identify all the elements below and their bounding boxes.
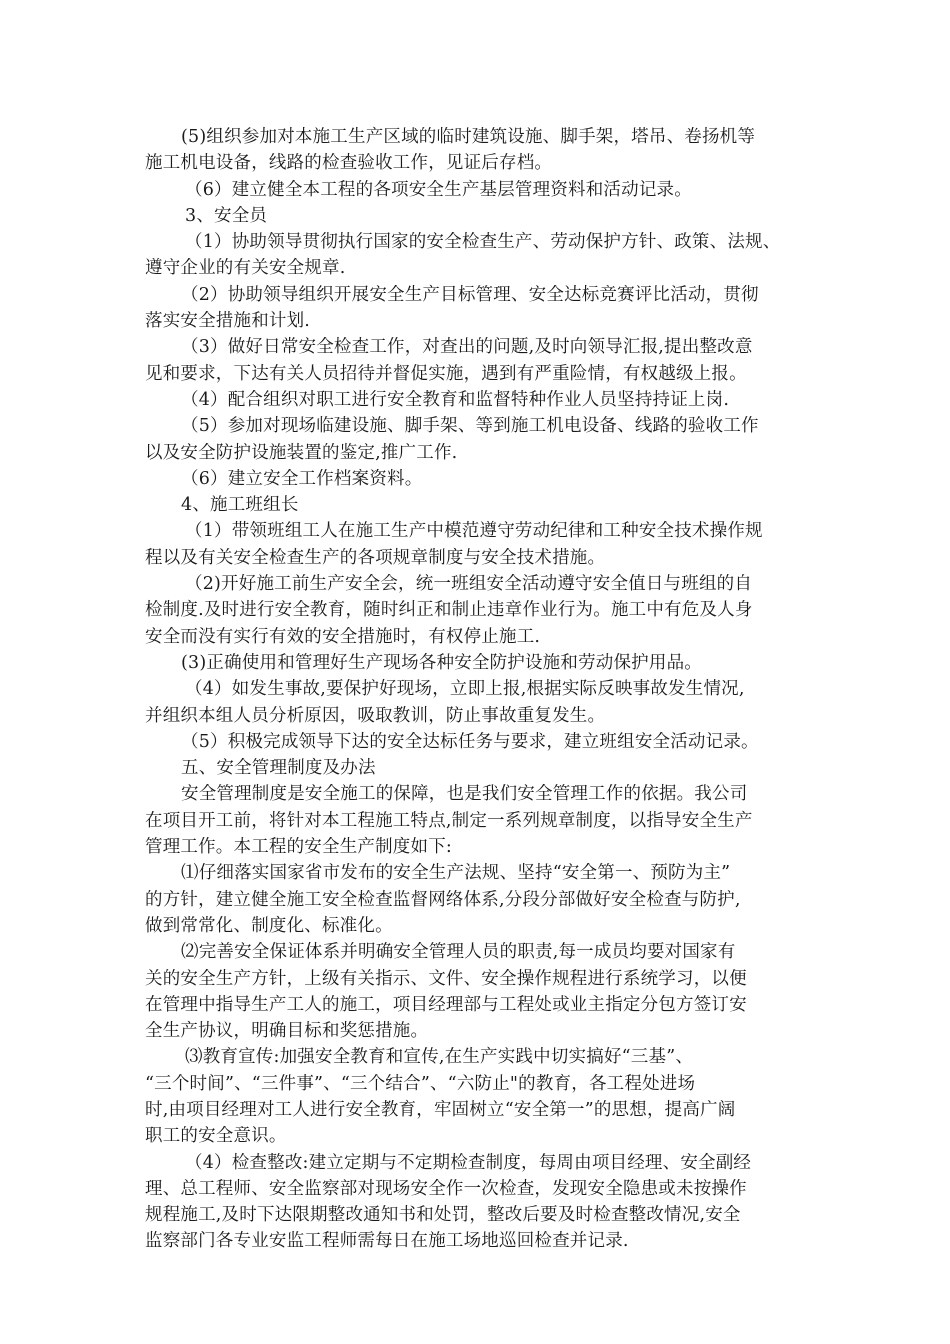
- text-line: （2)开好施工前生产安全会，统一班组安全活动遵守安全值日与班组的自: [185, 574, 753, 595]
- text-line: 做到常常化、制度化、标准化。: [145, 915, 393, 936]
- text-line: 4、施工班组长: [181, 495, 299, 516]
- text-line: (5)组织参加对本施工生产区域的临时建筑设施、脚手架，塔吊、卷扬机等: [181, 127, 756, 147]
- text-line: (3)正确使用和管理好生产现场各种安全防护设施和劳动保护用品。: [181, 652, 702, 673]
- text-line: 监察部门各专业安监工程师需每日在施工场地巡回检查并记录.: [145, 1231, 629, 1252]
- text-line: （1）协助领导贯彻执行国家的安全检查生产、劳动保护方针、政策、法规、: [185, 232, 781, 253]
- text-line: （4）检查整改:建立定期与不定期检查制度，每周由项目经理、安全副经: [185, 1152, 752, 1173]
- text-line: 并组织本组人员分析原因，吸取教训，防止事故重复发生。: [145, 705, 606, 726]
- text-line: 施工机电设备，线路的检查验收工作，见证后存档。: [145, 153, 553, 174]
- text-line: 五、安全管理制度及办法: [181, 758, 376, 779]
- text-line: （4）如发生事故,要保护好现场，立即上报,根据实际反映事故发生情况,: [185, 679, 745, 700]
- text-line: 落实安全措施和计划.: [145, 311, 311, 332]
- text-line: 关的安全生产方针，上级有关指示、文件、安全操作规程进行系统学习，以便: [145, 968, 747, 989]
- text-line: “三个时间”、“三件事”、“三个结合”、“六防止"的教育，各工程处进场: [145, 1073, 696, 1094]
- text-line: 的方针，建立健全施工安全检查监督网络体系,分段分部做好安全检查与防护,: [145, 889, 741, 910]
- text-line: 遵守企业的有关安全规章.: [145, 258, 346, 279]
- text-line: 理、总工程师、安全监察部对现场安全作一次检查，发现安全隐患或未按操作: [145, 1178, 747, 1199]
- text-line: 全生产协议，明确目标和奖惩措施。: [145, 1021, 429, 1042]
- text-line: 在项目开工前，将针对本工程施工特点,制定一系列规章制度，以指导安全生产: [145, 810, 753, 831]
- text-line: ⑶教育宣传:加强安全教育和宣传,在生产实践中切实搞好“三基”、: [185, 1047, 694, 1068]
- text-line: 安全而没有实行有效的安全措施时，有权停止施工.: [145, 626, 541, 647]
- text-line: 见和要求，下达有关人员招待并督促实施，遇到有严重险情，有权越级上报。: [145, 363, 747, 384]
- text-line: （5）参加对现场临建设施、脚手架、等到施工机电设备、线路的验收工作: [181, 416, 759, 437]
- text-line: 规程施工,及时下达限期整改通知书和处罚，整改后要及时检查整改情况,安全: [145, 1205, 741, 1226]
- text-line: （3）做好日常安全检查工作，对查出的问题,及时向领导汇报,提出整改意: [181, 337, 753, 358]
- text-line: （1）带领班组工人在施工生产中模范遵守劳动纪律和工种安全技术操作规: [185, 521, 763, 542]
- text-line: ⑵完善安全保证体系并明确安全管理人员的职责,每一成员均要对国家有: [181, 942, 736, 963]
- text-line: （4）配合组织对职工进行安全教育和监督特种作业人员坚持持证上岗.: [181, 389, 730, 410]
- text-line: （6）建立健全本工程的各项安全生产基层管理资料和活动记录。: [185, 179, 692, 200]
- text-line: 程以及有关安全检查生产的各项规章制度与安全技术措施。: [145, 547, 606, 568]
- text-line: 安全管理制度是安全施工的保障，也是我们安全管理工作的依据。我公司: [181, 784, 748, 805]
- document-body: [145, 124, 815, 1255]
- text-line: （6）建立安全工作档案资料。: [181, 468, 423, 489]
- text-line: 在管理中指导生产工人的施工，项目经理部与工程处或业主指定分包方签订安: [145, 994, 747, 1015]
- text-line: （2）协助领导组织开展安全生产目标管理、安全达标竞赛评比活动，贯彻: [181, 284, 759, 305]
- text-line: 检制度.及时进行安全教育，随时纠正和制止违章作业行为。施工中有危及人身: [145, 600, 753, 621]
- text-line: 职工的安全意识。: [145, 1126, 287, 1147]
- text-line: ⑴仔细落实国家省市发布的安全生产法规、坚持“安全第一、预防为主”: [181, 863, 731, 884]
- text-line: 3、安全员: [185, 205, 268, 226]
- text-line: 以及安全防护设施装置的鉴定,推广工作.: [145, 442, 458, 463]
- text-line: 管理工作。本工程的安全生产制度如下:: [145, 837, 452, 858]
- text-line: （5）积极完成领导下达的安全达标任务与要求，建立班组安全活动记录。: [181, 731, 759, 752]
- text-line: 时,由项目经理对工人进行安全教育，牢固树立“安全第一”的思想，提高广阔: [145, 1099, 736, 1120]
